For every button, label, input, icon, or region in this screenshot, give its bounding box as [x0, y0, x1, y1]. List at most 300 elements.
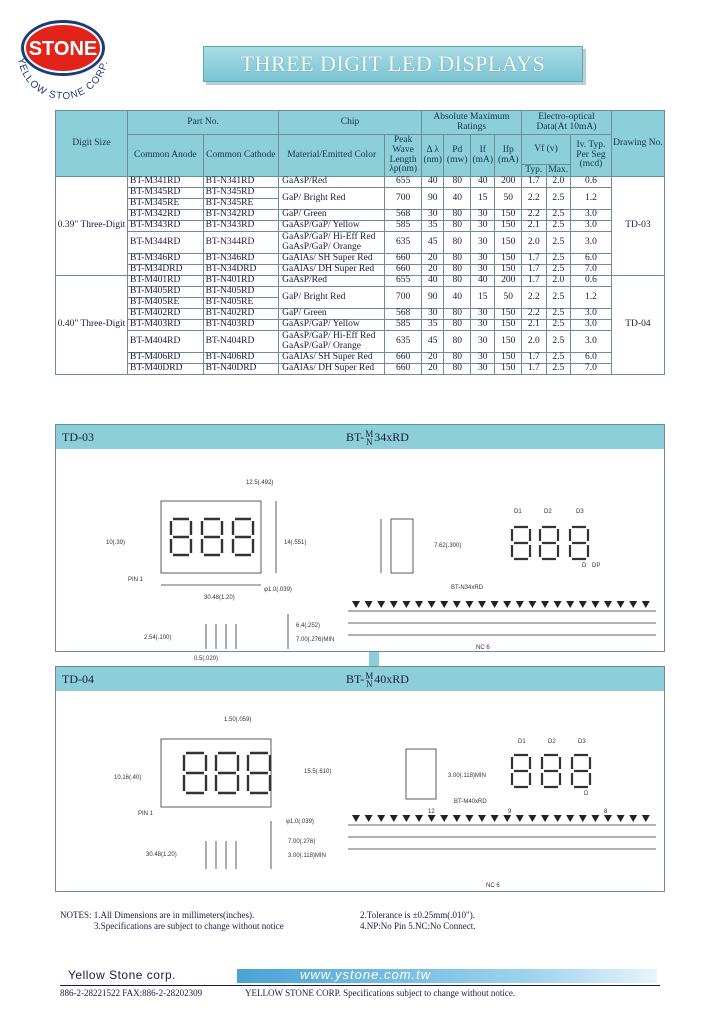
cell-if: 30: [470, 232, 495, 254]
td03-drawing-panel: [55, 424, 665, 662]
cell-pd: 80: [444, 254, 471, 265]
cell-max: 2.5: [546, 188, 571, 210]
th-dl: Δ λ (nm): [422, 135, 444, 177]
footer-divider: [60, 985, 660, 986]
diode-symbol: [516, 815, 524, 822]
cell-ifp: 150: [495, 320, 522, 331]
cell-pd: 80: [444, 364, 471, 375]
svg-text:BT-N34xRD: BT-N34xRD: [451, 585, 484, 591]
cell-wl: 585: [385, 221, 422, 232]
cell-dl: 40: [422, 276, 444, 287]
svg-text:3.00(.118)MIN: 3.00(.118)MIN: [288, 853, 326, 859]
cell-dl: 35: [422, 320, 444, 331]
note-4: 4.NP:No Pin 5.NC:No Connect.: [360, 921, 476, 931]
cell-cc: BT-N405RD: [203, 287, 279, 298]
cell-pd: 40: [444, 188, 471, 210]
th-part-no: Part No.: [128, 111, 279, 135]
th-chip: Chip: [279, 111, 422, 135]
svg-text:DP: DP: [592, 563, 601, 569]
cell-pd: 80: [444, 309, 471, 320]
cell-iv: 3.0: [571, 221, 612, 232]
diode-symbol: [604, 815, 612, 822]
cell-if: 30: [470, 309, 495, 320]
cell-mat: GaAsP/GaP/ Hi-Eff Red GaAsP/GaP/ Orange: [279, 232, 385, 254]
td03-dimension-drawing: [56, 449, 664, 662]
svg-text:NC 6: NC 6: [476, 645, 490, 651]
cell-typ: 2.1: [522, 320, 547, 331]
diode-symbol: [579, 601, 587, 608]
diode-symbol: [629, 815, 637, 822]
cell-pd: 80: [444, 210, 471, 221]
footer-disclaimer: YELLOW STONE CORP. Specifications subject to change without notice.: [245, 988, 516, 998]
cell-cc: BT-N342RD: [203, 210, 279, 221]
diode-symbol: [365, 815, 373, 822]
cell-max: 2.5: [546, 364, 571, 375]
cell-ca: BT-M34DRD: [128, 265, 204, 276]
cell-typ: 2.0: [522, 331, 547, 353]
cell-mat: GaAsP/GaP/ Yellow: [279, 221, 385, 232]
cell-max: 2.5: [546, 232, 571, 254]
cell-mat: GaP/ Bright Red: [279, 287, 385, 309]
cell-pd: 40: [444, 287, 471, 309]
cell-dl: 20: [422, 364, 444, 375]
th-abs-max: Absolute Maximum Ratings: [422, 111, 522, 135]
cell-wl: 635: [385, 331, 422, 353]
table-row: [56, 276, 665, 287]
cell-typ: 1.7: [522, 177, 547, 188]
svg-text:1.50(.059): 1.50(.059): [224, 717, 252, 723]
diode-symbol: [402, 601, 410, 608]
notes: [60, 910, 680, 932]
td03-pin-drawing: [206, 614, 288, 649]
cell-dl: 20: [422, 265, 444, 276]
td04-model: BT-M N 40xRD: [346, 671, 409, 690]
svg-text:D: D: [584, 791, 589, 797]
cell-cc: BT-N345RD: [203, 188, 279, 199]
cell-iv: 7.0: [571, 364, 612, 375]
cell-typ: 2.1: [522, 221, 547, 232]
cell-ifp: 150: [495, 210, 522, 221]
td04-dimension-drawing: [56, 691, 664, 892]
diode-symbol: [503, 815, 511, 822]
cell-cc: BT-N344RD: [203, 232, 279, 254]
cell-if: 30: [470, 210, 495, 221]
cell-ifp: 150: [495, 309, 522, 320]
cell-iv: 3.0: [571, 210, 612, 221]
cell-mat: GaAsP/Red: [279, 276, 385, 287]
cell-wl: 655: [385, 177, 422, 188]
diode-symbol: [415, 601, 423, 608]
diode-symbol: [390, 601, 398, 608]
table-row: [56, 287, 665, 298]
footer-company: Yellow Stone corp.: [68, 968, 176, 982]
svg-text:3.00(.118)MIN: 3.00(.118)MIN: [448, 773, 486, 779]
svg-text:D3: D3: [578, 739, 586, 745]
table-row: [56, 320, 665, 331]
cell-wl: 700: [385, 287, 422, 309]
td04-id: TD-04: [62, 672, 94, 686]
cell-typ: 1.7: [522, 254, 547, 265]
svg-text:15.5(.610): 15.5(.610): [304, 769, 332, 775]
cell-dl: 45: [422, 232, 444, 254]
note-2: 2.Tolerance is ±0.25mm(.010").: [360, 910, 475, 920]
diode-symbol: [478, 815, 486, 822]
cell-cc: BT-N341RD: [203, 177, 279, 188]
td04-pin-drawing: [206, 821, 271, 869]
cell-ifp: 150: [495, 265, 522, 276]
cell-if: 30: [470, 221, 495, 232]
cell-wl: 660: [385, 265, 422, 276]
cell-pd: 80: [444, 320, 471, 331]
svg-text:7.00(.276): 7.00(.276): [288, 839, 316, 845]
cell-ca: BT-M346RD: [128, 254, 204, 265]
td03-schematic-digits: [512, 527, 588, 559]
diode-symbol: [591, 815, 599, 822]
cell-mat: GaAsP/GaP/ Hi-Eff Red GaAsP/GaP/ Orange: [279, 331, 385, 353]
td03-circuit: [348, 611, 656, 635]
note-3: 3.Specifications are subject to change without notice: [94, 921, 284, 931]
diode-symbol: [503, 601, 511, 608]
cell-mat: GaAlAs/ SH Super Red: [279, 353, 385, 364]
diode-symbol: [491, 601, 499, 608]
table-row: [56, 177, 665, 188]
diode-symbol: [402, 815, 410, 822]
cell-max: 2.5: [546, 331, 571, 353]
cell-cc: BT-N345RE: [203, 199, 279, 210]
diode-symbol: [352, 601, 360, 608]
th-eo: Electro-optical Data(At 10mA): [522, 111, 612, 135]
svg-text:10(.39): 10(.39): [106, 540, 126, 546]
cell-max: 2.0: [546, 276, 571, 287]
cell-typ: 1.7: [522, 353, 547, 364]
footer-url[interactable]: www.ystone.com.tw: [300, 967, 432, 982]
footer-contact: 886-2-28221522 FAX:886-2-28202309: [60, 988, 203, 998]
diode-symbol: [453, 601, 461, 608]
svg-text:8: 8: [604, 809, 608, 815]
cell-ifp: 200: [495, 177, 522, 188]
svg-text:14(.551): 14(.551): [284, 540, 307, 546]
diode-symbol: [528, 601, 536, 608]
cell-iv: 7.0: [571, 265, 612, 276]
cell-iv: 1.2: [571, 188, 612, 210]
cell-drawing-no: TD-04: [611, 276, 664, 375]
cell-ca: BT-M401RD: [128, 276, 204, 287]
cell-if: 15: [470, 188, 495, 210]
th-iv: Iv. Typ. Per Seg (mcd): [571, 135, 612, 177]
th-digit-size: Digit Size: [56, 111, 128, 177]
cell-ca: BT-M406RD: [128, 353, 204, 364]
cell-mat: GaP/ Green: [279, 210, 385, 221]
cell-iv: 3.0: [571, 331, 612, 353]
td03-side-outline: [391, 519, 413, 573]
th-ifp: Ifp (mA): [495, 135, 522, 177]
cell-iv: 3.0: [571, 320, 612, 331]
th-material: Material/Emitted Color: [279, 135, 385, 177]
cell-iv: 3.0: [571, 309, 612, 320]
cell-typ: 2.2: [522, 210, 547, 221]
diode-symbol: [591, 601, 599, 608]
cell-if: 15: [470, 287, 495, 309]
cell-ca: BT-M403RD: [128, 320, 204, 331]
th-pd: Pd (mw): [444, 135, 471, 177]
svg-text:7.62(.300): 7.62(.300): [434, 543, 462, 549]
cell-ifp: 150: [495, 364, 522, 375]
cell-iv: 0.6: [571, 177, 612, 188]
diode-symbol: [642, 815, 650, 822]
cell-dl: 20: [422, 353, 444, 364]
td04-digits: [184, 753, 270, 793]
cell-ca: BT-M345RE: [128, 199, 204, 210]
th-if: If (mA): [470, 135, 495, 177]
cell-mat: GaP/ Green: [279, 309, 385, 320]
cell-dl: 90: [422, 287, 444, 309]
svg-text:BT-M40xRD: BT-M40xRD: [454, 799, 487, 805]
cell-mat: GaAlAs/ DH Super Red: [279, 265, 385, 276]
cell-wl: 660: [385, 364, 422, 375]
cell-dl: 30: [422, 309, 444, 320]
cell-dl: 20: [422, 254, 444, 265]
cell-pd: 80: [444, 353, 471, 364]
cell-pd: 80: [444, 177, 471, 188]
cell-ca: BT-M404RD: [128, 331, 204, 353]
cell-ca: BT-M342RD: [128, 210, 204, 221]
page-title: THREE DIGIT LED DISPLAYS: [203, 46, 583, 82]
cell-pd: 80: [444, 265, 471, 276]
cell-iv: 1.2: [571, 287, 612, 309]
cell-if: 30: [470, 353, 495, 364]
cell-wl: 568: [385, 309, 422, 320]
svg-text:6.4(.252): 6.4(.252): [296, 623, 321, 629]
svg-text:φ1.0(.039): φ1.0(.039): [264, 587, 292, 593]
svg-text:D2: D2: [544, 509, 552, 515]
th-peak: Peak Wave Length λp(nm): [385, 135, 422, 177]
table-row: [56, 364, 665, 375]
cell-if: 30: [470, 320, 495, 331]
cell-wl: 585: [385, 320, 422, 331]
td04-drawing-panel: [55, 666, 665, 892]
cell-ca: BT-M40DRD: [128, 364, 204, 375]
cell-digit-size: 0.40" Three-Digit: [56, 276, 128, 375]
cell-wl: 700: [385, 188, 422, 210]
cell-wl: 660: [385, 254, 422, 265]
cell-ifp: 50: [495, 188, 522, 210]
diode-symbol: [415, 815, 423, 822]
cell-cc: BT-N401RD: [203, 276, 279, 287]
cell-ifp: 150: [495, 221, 522, 232]
th-typ: Typ.: [522, 165, 547, 177]
cell-mat: GaAlAs/ SH Super Red: [279, 254, 385, 265]
spec-table: [55, 110, 665, 375]
cell-ca: BT-M402RD: [128, 309, 204, 320]
svg-text:12: 12: [428, 809, 435, 815]
cell-if: 40: [470, 177, 495, 188]
diode-symbol: [554, 601, 562, 608]
svg-text:D: D: [582, 563, 587, 569]
cell-iv: 6.0: [571, 353, 612, 364]
diode-symbol: [465, 815, 473, 822]
th-vf: Vf (v): [522, 135, 571, 165]
logo-brand: STONE: [28, 38, 98, 60]
td04-side-outline: [406, 749, 436, 799]
td04-schematic-digits: [512, 755, 590, 787]
cell-max: 2.5: [546, 287, 571, 309]
cell-dl: 35: [422, 221, 444, 232]
td03-model: BT-M N 34xRD: [346, 429, 409, 448]
cell-max: 2.5: [546, 254, 571, 265]
cell-cc: BT-N34DRD: [203, 265, 279, 276]
cell-cc: BT-N406RD: [203, 353, 279, 364]
cell-cc: BT-N405RE: [203, 298, 279, 309]
diode-symbol: [377, 815, 385, 822]
svg-text:PIN 1: PIN 1: [128, 577, 144, 583]
diode-symbol: [465, 601, 473, 608]
cell-mat: GaP/ Bright Red: [279, 188, 385, 210]
svg-text:NC 6: NC 6: [486, 883, 500, 889]
cell-mat: GaAsP/GaP/ Yellow: [279, 320, 385, 331]
cell-cc: BT-N404RD: [203, 331, 279, 353]
cell-mat: GaAsP/Red: [279, 177, 385, 188]
cell-wl: 568: [385, 210, 422, 221]
cell-if: 30: [470, 364, 495, 375]
diode-symbol: [528, 815, 536, 822]
cell-if: 30: [470, 331, 495, 353]
diode-symbol: [629, 601, 637, 608]
diode-symbol: [541, 601, 549, 608]
cell-typ: 1.7: [522, 265, 547, 276]
diode-symbol: [352, 815, 360, 822]
cell-max: 2.0: [546, 177, 571, 188]
cell-ca: BT-M345RD: [128, 188, 204, 199]
table-row: [56, 265, 665, 276]
diode-symbol: [377, 601, 385, 608]
diode-symbol: [491, 815, 499, 822]
diode-symbol: [642, 601, 650, 608]
table-row: [56, 309, 665, 320]
diode-symbol: [478, 601, 486, 608]
cell-dl: 40: [422, 177, 444, 188]
svg-text:9: 9: [508, 809, 512, 815]
td03-digits: [171, 519, 253, 555]
table-row: [56, 221, 665, 232]
cell-ifp: 200: [495, 276, 522, 287]
svg-text:0.5(.020): 0.5(.020): [194, 656, 219, 662]
note-1: NOTES: 1.All Dimensions are in millimeters(inches).: [60, 910, 255, 920]
logo-ring-text: YELLOW STONE CORP.: [15, 56, 111, 103]
th-drawing: Drawing No.: [611, 111, 664, 177]
cell-if: 30: [470, 265, 495, 276]
cell-ca: BT-M341RD: [128, 177, 204, 188]
cell-drawing-no: TD-03: [611, 177, 664, 276]
cell-typ: 1.7: [522, 276, 547, 287]
cell-ifp: 150: [495, 232, 522, 254]
cell-ca: BT-M405RE: [128, 298, 204, 309]
cell-if: 40: [470, 276, 495, 287]
svg-text:D1: D1: [514, 509, 522, 515]
cell-max: 2.5: [546, 309, 571, 320]
cell-ifp: 150: [495, 353, 522, 364]
table-row: [56, 210, 665, 221]
svg-text:10.16(.40): 10.16(.40): [114, 775, 142, 781]
cell-iv: 3.0: [571, 232, 612, 254]
diode-symbol: [566, 601, 574, 608]
cell-typ: 2.0: [522, 232, 547, 254]
cell-cc: BT-N343RD: [203, 221, 279, 232]
cell-typ: 1.7: [522, 364, 547, 375]
cell-dl: 30: [422, 210, 444, 221]
diode-symbol: [554, 815, 562, 822]
svg-text:30.48(1.20): 30.48(1.20): [204, 595, 235, 601]
diode-symbol: [440, 601, 448, 608]
svg-text:PIN 1: PIN 1: [138, 811, 154, 817]
cell-wl: 635: [385, 232, 422, 254]
cell-cc: BT-N346RD: [203, 254, 279, 265]
cell-wl: 660: [385, 353, 422, 364]
cell-typ: 2.2: [522, 287, 547, 309]
cell-max: 2.5: [546, 353, 571, 364]
td04-circuit: [348, 825, 656, 849]
table-row: [56, 232, 665, 254]
svg-text:D3: D3: [576, 509, 584, 515]
diode-symbol: [428, 815, 436, 822]
diode-symbol: [566, 815, 574, 822]
svg-text:2.54(.100): 2.54(.100): [144, 635, 172, 641]
th-max: Max.: [546, 165, 571, 177]
cell-ca: BT-M405RD: [128, 287, 204, 298]
diode-symbol: [617, 601, 625, 608]
table-row: [56, 353, 665, 364]
cell-ca: BT-M343RD: [128, 221, 204, 232]
table-row: [56, 188, 665, 199]
cell-typ: 2.2: [522, 188, 547, 210]
svg-text:D2: D2: [548, 739, 556, 745]
svg-text:φ1.0(.039): φ1.0(.039): [286, 819, 314, 825]
cell-ca: BT-M344RD: [128, 232, 204, 254]
svg-text:12.5(.492): 12.5(.492): [246, 480, 274, 486]
cell-ifp: 150: [495, 331, 522, 353]
cell-pd: 80: [444, 221, 471, 232]
cell-max: 2.5: [546, 265, 571, 276]
cell-iv: 6.0: [571, 254, 612, 265]
cell-mat: GaAlAs/ DH Super Red: [279, 364, 385, 375]
diode-symbol: [365, 601, 373, 608]
cell-max: 2.5: [546, 221, 571, 232]
cell-digit-size: 0.39" Three-Digit: [56, 177, 128, 276]
td03-id: TD-03: [62, 430, 94, 444]
cell-cc: BT-N403RD: [203, 320, 279, 331]
svg-text:D1: D1: [518, 739, 526, 745]
diode-symbol: [453, 815, 461, 822]
diode-symbol: [516, 601, 524, 608]
diode-symbol: [604, 601, 612, 608]
cell-max: 2.5: [546, 210, 571, 221]
cell-ifp: 150: [495, 254, 522, 265]
cell-iv: 0.6: [571, 276, 612, 287]
cell-if: 30: [470, 254, 495, 265]
cell-wl: 655: [385, 276, 422, 287]
cell-pd: 80: [444, 276, 471, 287]
svg-text:7.00(.276)MIN: 7.00(.276)MIN: [296, 637, 335, 643]
company-logo: [4, 4, 122, 104]
cell-max: 2.5: [546, 320, 571, 331]
cell-dl: 45: [422, 331, 444, 353]
diode-symbol: [541, 815, 549, 822]
diode-symbol: [390, 815, 398, 822]
diode-symbol: [579, 815, 587, 822]
cell-pd: 80: [444, 232, 471, 254]
diode-symbol: [428, 601, 436, 608]
diode-symbol: [440, 815, 448, 822]
diode-symbol: [617, 815, 625, 822]
